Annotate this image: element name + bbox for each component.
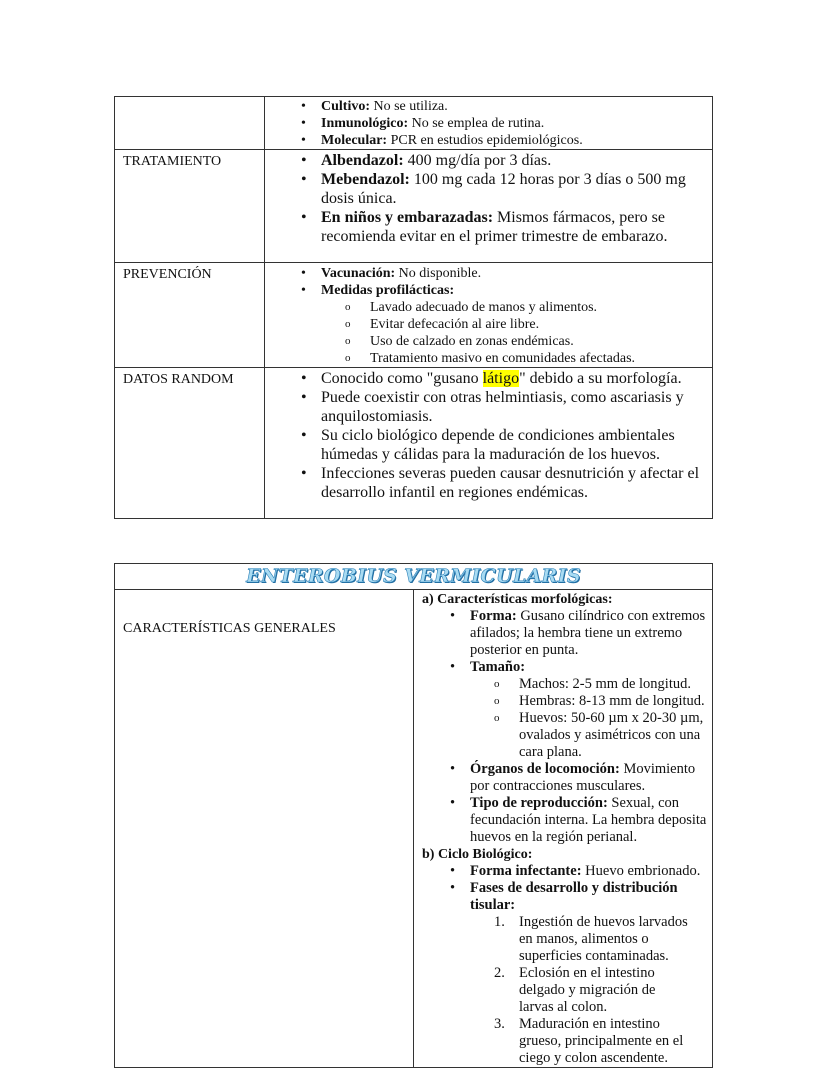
list-item [414,795,712,846]
list-item: o Evitar defecación al aire libre. [265,316,712,333]
highlighted-text: látigo [482,370,520,387]
list-item: o Hembras: 8-13 mm de longitud. [414,693,712,710]
row-content-tratamiento [265,150,713,263]
step-text: Maduración en intestino grueso, principalmente en el ciego y colon ascendente. [519,1016,684,1066]
list-item [265,265,712,282]
step-number: 1. [494,914,505,930]
list-item [265,151,712,170]
list-item [265,208,712,246]
description: Movimiento por contracciones musculares. [470,761,696,794]
term: Tipo de reproducción: [470,795,608,811]
bullet-list [414,863,712,914]
list-item [414,761,712,795]
list-item [265,132,712,149]
row-label-empty [115,97,265,150]
row-content-caracteristicas [414,590,713,1068]
numbered-list [414,914,712,1067]
list-item: o Tratamiento masivo en comunidades afectadas. [265,350,712,367]
step-text: Eclosión en el intestino delgado y migración de larvas al colon. [519,965,656,1015]
list-item [265,282,712,299]
list-item: • Su ciclo biológico depende de condiciones ambientales húmedas y cálidas para la maduración de los huevos. [265,426,712,464]
row-label-tratamiento: TRATAMIENTO [115,150,265,263]
diagnosis-treatment-table [114,96,713,519]
enterobius-table [114,563,713,1068]
row-content-datos-random [265,368,713,519]
list-item: • Puede coexistir con otras helmintiasis, como ascariasis y anquilostomiasis. [265,388,712,426]
row-content-prevencion [265,263,713,368]
list-item [265,98,712,115]
description: Sexual, con fecundación interna. La hembra deposita huevos en la región perianal. [470,795,707,845]
term: Vacunación: [321,266,396,281]
list-item: o Uso de calzado en zonas endémicas. [265,333,712,350]
bullet-list [265,98,712,149]
list-item [265,369,712,388]
description: 100 mg cada 12 horas por 3 días o 500 mg dosis única. [321,171,686,207]
description: Mismos fármacos, pero se recomienda evitar en el primer trimestre de embarazo. [321,209,668,245]
list-item: • Infecciones severas pueden causar desnutrición y afectar el desarrollo infantil en regiones endémicas. [265,464,712,502]
table-row [115,263,713,368]
table-row [115,368,713,519]
description: 400 mg/día por 3 días. [403,152,552,169]
term: Albendazol: [321,152,404,169]
term: Medidas profilácticas: [321,283,455,298]
table-row [115,564,713,590]
bullet-list [265,265,712,299]
term: Forma: [470,608,517,624]
step-text: Ingestión de huevos larvados en manos, alimentos o superficies contaminadas. [519,914,688,964]
term: Tamaño: [470,659,526,675]
list-item: o Huevos: 50-60 µm x 20-30 µm, ovalados y asimétricos con una cara plana. [414,710,712,761]
bullet-list [414,608,712,676]
list-item [414,880,712,914]
description: No se utiliza. [370,99,448,114]
row-label-caracteristicas: CARACTERÍSTICAS GENERALES [115,590,414,1068]
term: Forma infectante: [470,863,582,879]
term: Inmunológico: [321,116,409,131]
sub-bullet-list [414,676,712,761]
term: Fases de desarrollo y distribución tisular: [470,880,678,913]
description: No se emplea de rutina. [408,116,545,131]
list-item: o Lavado adecuado de manos y alimentos. [265,299,712,316]
bullet-list [265,151,712,246]
list-item [265,115,712,132]
term: Molecular: [321,133,388,148]
list-item [414,608,712,659]
description: Gusano cilíndrico con extremos afilados; la hembra tiene un extremo posterior en punta. [470,608,706,658]
list-item [414,659,712,676]
list-item [414,1016,712,1067]
list-item [414,914,712,965]
term: Órganos de locomoción: [470,761,620,777]
description: PCR en estudios epidemiológicos. [387,133,583,148]
table-row [115,590,713,1068]
subsection-heading: a) Características morfológicas: [422,592,613,607]
table-row [115,97,713,150]
list-item [265,170,712,208]
term: Cultivo: [321,99,370,114]
row-label-prevencion: PREVENCIÓN [115,263,265,368]
section-title: ENTEROBIUS VERMICULARIS [115,564,713,590]
step-number: 2. [494,965,505,981]
subsection-heading: b) Ciclo Biológico: [422,847,533,862]
bullet-list [414,761,712,846]
text: Conocido como "gusano [321,370,483,387]
term: En niños y embarazadas: [321,209,494,226]
list-item: o Machos: 2-5 mm de longitud. [414,676,712,693]
term: Mebendazol: [321,171,410,188]
table-row [115,150,713,263]
row-content-diagnostico [265,97,713,150]
row-label-datos-random: DATOS RANDOM [115,368,265,519]
description: No disponible. [395,266,482,281]
description: Huevo embrionado. [581,863,701,879]
text: " debido a su morfología. [519,370,682,387]
step-number: 3. [494,1016,505,1032]
list-item [414,863,712,880]
bullet-list [265,369,712,502]
list-item [414,965,712,1016]
sub-bullet-list [265,299,712,367]
